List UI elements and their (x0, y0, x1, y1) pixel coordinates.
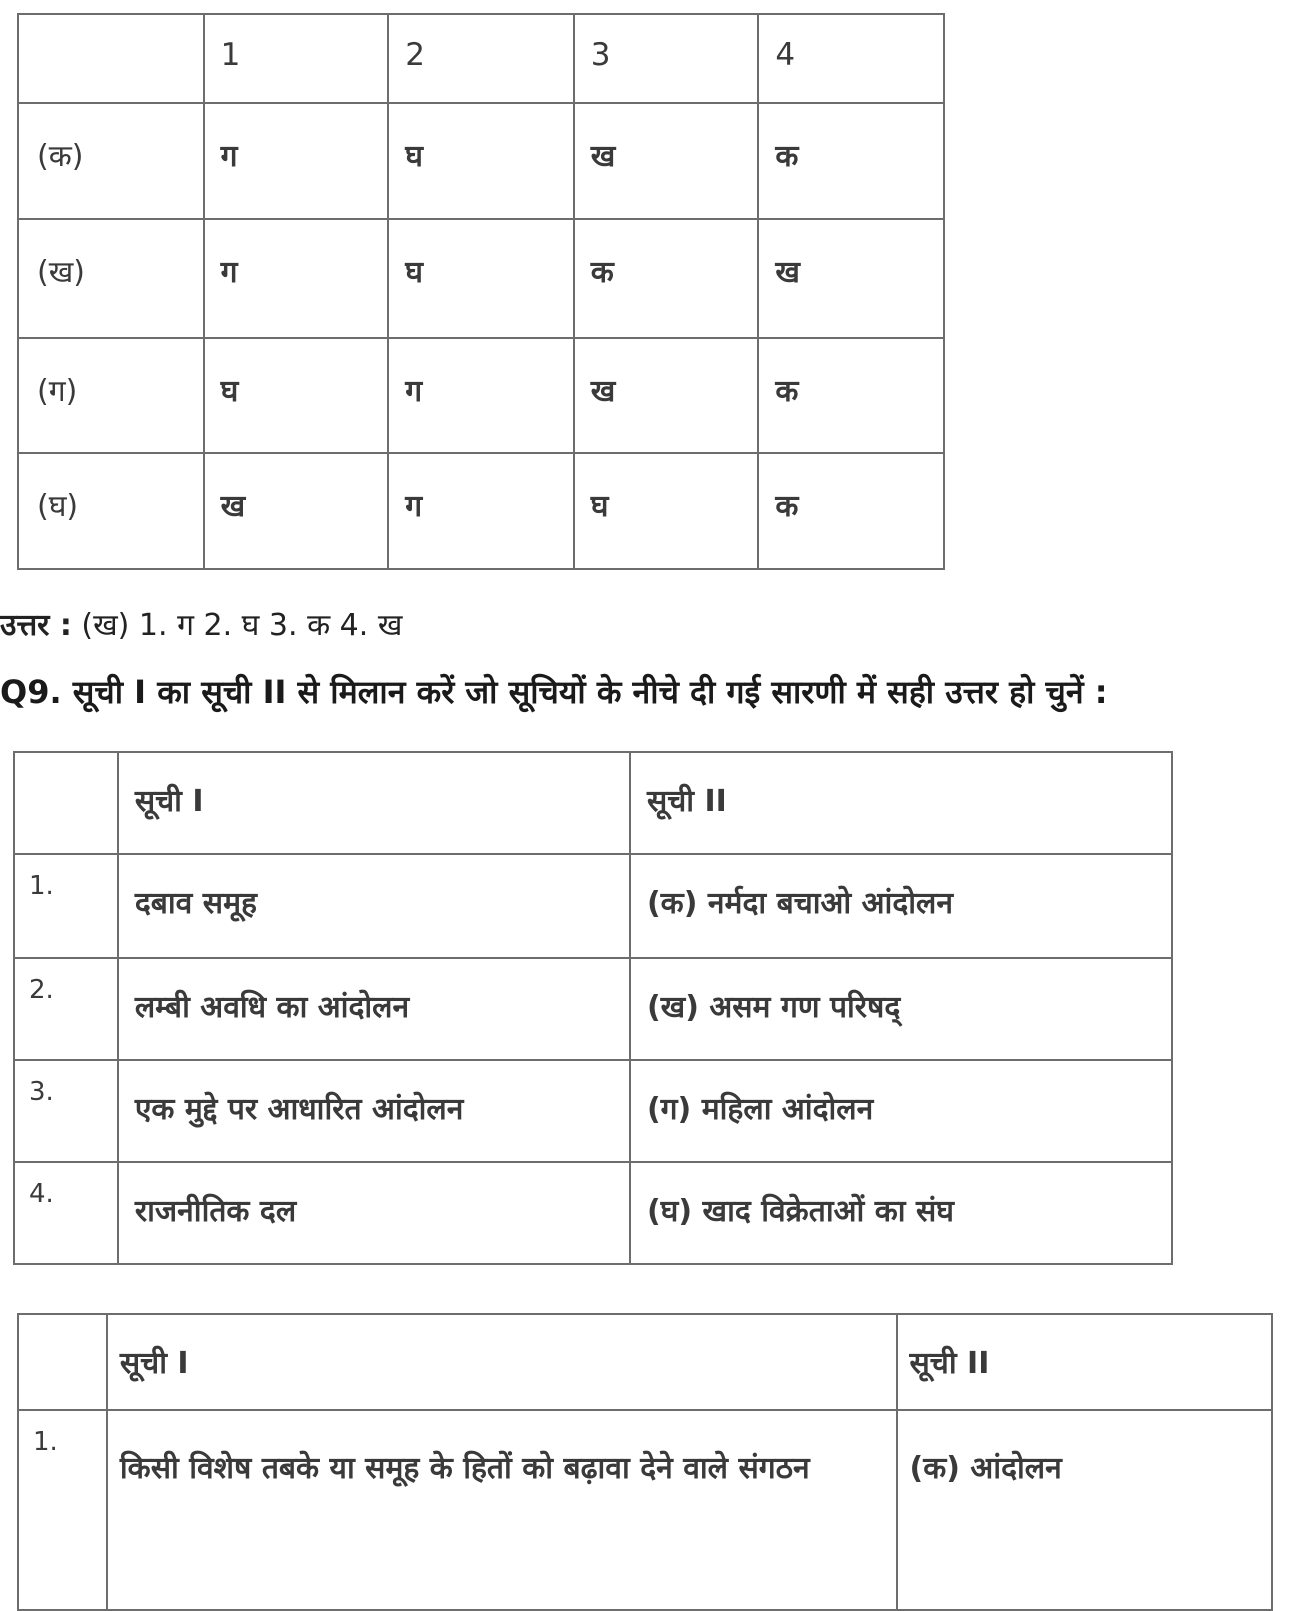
row-number: 3. (14, 1060, 118, 1162)
list1-cell: राजनीतिक दल (118, 1162, 630, 1264)
table-row (14, 854, 1172, 958)
table-cell: घ (388, 219, 574, 338)
table-row (18, 103, 944, 219)
row-label: (ग) (18, 338, 204, 453)
match-table (13, 751, 1173, 1265)
table-cell: ग (204, 219, 389, 338)
table-row (14, 1162, 1172, 1264)
header-cell (18, 14, 204, 103)
list1-cell: दबाव समूह (118, 854, 630, 958)
header-cell: 4 (758, 14, 944, 103)
row-number: 1. (18, 1410, 107, 1610)
header-cell: 2 (388, 14, 574, 103)
list2-cell: (क) आंदोलन (897, 1410, 1272, 1610)
header-cell: सूची I (118, 752, 630, 854)
table-row (18, 338, 944, 453)
list2-cell: (घ) खाद विक्रेताओं का संघ (630, 1162, 1172, 1264)
table-cell: ख (204, 453, 389, 569)
answer-label: उत्तर : (0, 608, 72, 643)
table-row (18, 1410, 1272, 1610)
answer-text: (ख) 1. ग 2. घ 3. क 4. ख (71, 608, 403, 643)
table-row (18, 453, 944, 569)
match-header-row (14, 752, 1172, 854)
header-cell: 1 (204, 14, 389, 103)
header-cell (18, 1314, 107, 1410)
header-cell: सूची II (630, 752, 1172, 854)
list2-cell: (क) नर्मदा बचाओ आंदोलन (630, 854, 1172, 958)
list2-cell: (ग) महिला आंदोलन (630, 1060, 1172, 1162)
match-header-row (18, 1314, 1272, 1410)
question-text: Q9. सूची I का सूची II से मिलान करें जो सूचियों के नीचे दी गई सारणी में सही उत्तर हो चुनें : (0, 673, 1108, 711)
table-cell: क (758, 338, 944, 453)
table-cell: ग (388, 338, 574, 453)
table-cell: घ (388, 103, 574, 219)
table-cell: क (758, 453, 944, 569)
table-row (14, 1060, 1172, 1162)
table-cell: घ (204, 338, 389, 453)
row-number: 1. (14, 854, 118, 958)
header-cell: 3 (574, 14, 759, 103)
table-cell: क (758, 103, 944, 219)
row-label: (घ) (18, 453, 204, 569)
table-cell: ख (758, 219, 944, 338)
table-row (14, 958, 1172, 1060)
table-cell: ख (574, 338, 759, 453)
table-cell: ग (204, 103, 389, 219)
header-cell (14, 752, 118, 854)
header-cell: सूची I (107, 1314, 897, 1410)
table-cell: ग (388, 453, 574, 569)
table-cell: क (574, 219, 759, 338)
header-cell: सूची II (897, 1314, 1272, 1410)
match-table-continued (17, 1313, 1273, 1611)
row-label: (क) (18, 103, 204, 219)
options-header-row (18, 14, 944, 103)
options-table (17, 13, 945, 570)
row-label: (ख) (18, 219, 204, 338)
table-cell: घ (574, 453, 759, 569)
row-number: 4. (14, 1162, 118, 1264)
list1-cell: किसी विशेष तबके या समूह के हितों को बढ़ावा देने वाले संगठन (107, 1410, 897, 1610)
list1-cell: लम्बी अवधि का आंदोलन (118, 958, 630, 1060)
answer-line (0, 603, 402, 644)
list2-cell: (ख) असम गण परिषद् (630, 958, 1172, 1060)
table-row (18, 219, 944, 338)
table-cell: ख (574, 103, 759, 219)
list1-cell: एक मुद्दे पर आधारित आंदोलन (118, 1060, 630, 1162)
row-number: 2. (14, 958, 118, 1060)
